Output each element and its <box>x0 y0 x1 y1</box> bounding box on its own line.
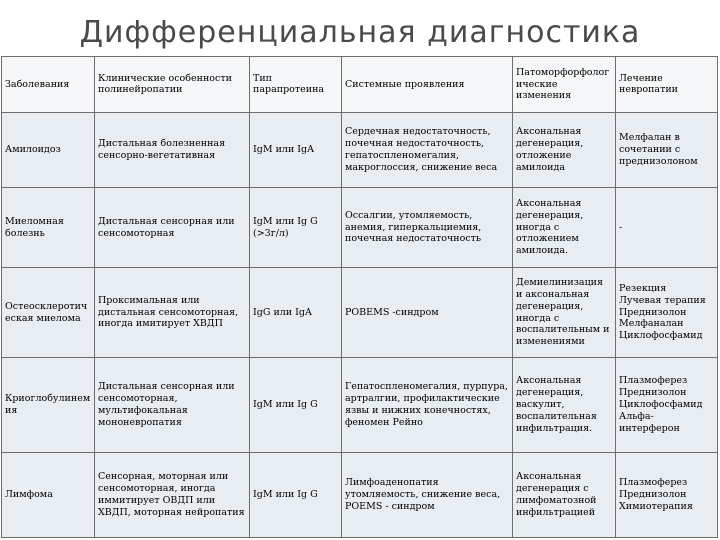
cell-treatment: Плазмоферез Преднизолон Циклофосфамид Альфа-интерферон <box>616 357 718 452</box>
header-cell-clinical: Клинические особенности полинейропатии <box>95 57 250 113</box>
table-header-row <box>2 57 718 113</box>
table-row <box>2 268 718 357</box>
cell-clinical: Дистальная сенсорная или сенсомоторная, мультифокальная мононевропатия <box>95 357 250 452</box>
cell-clinical: Дистальная болезненная сенсорно-вегетативная <box>95 112 250 187</box>
differential-diagnosis-table <box>1 56 718 538</box>
cell-pathomorphology: Аксональная дегенерация, иногда с отложением амилоида. <box>513 187 616 268</box>
cell-paraprotein: IgM или Ig G <box>250 452 342 537</box>
cell-paraprotein: IgM или Ig G (>3г/л) <box>250 187 342 268</box>
header-cell-systemic: Системные проявления <box>342 57 513 113</box>
cell-treatment: Резекция Лучевая терапия Преднизолон Мелфаналан Циклофосфамид <box>616 268 718 357</box>
header-cell-paraprotein: Тип парапротеина <box>250 57 342 113</box>
table-row <box>2 357 718 452</box>
cell-treatment: Плазмоферез Преднизолон Химиотерапия <box>616 452 718 537</box>
table-row <box>2 187 718 268</box>
cell-disease: Амилоидоз <box>2 112 95 187</box>
header-cell-pathomorphology: Патоморфорфологические изменения <box>513 57 616 113</box>
cell-treatment: Мелфалан в сочетании с преднизолоном <box>616 112 718 187</box>
cell-disease: Криоглобулинемия <box>2 357 95 452</box>
header-cell-disease: Заболевания <box>2 57 95 113</box>
cell-clinical: Проксимальная или дистальная сенсомоторная, иногда имитирует ХВДП <box>95 268 250 357</box>
cell-systemic: Гепатоспленомегалия, пурпура, артралгии, профилактические язвы и нижних конечностях, феномен Рейно <box>342 357 513 452</box>
page-title: Дифференциальная диагностика <box>79 15 641 50</box>
header-cell-treatment: Лечение невропатии <box>616 57 718 113</box>
cell-paraprotein: IgM или IgA <box>250 112 342 187</box>
table-row <box>2 112 718 187</box>
table-row <box>2 452 718 537</box>
cell-systemic: Сердечная недостаточность, почечная недостаточность, гепатоспленомегалия, макроглоссия, снижение веса <box>342 112 513 187</box>
cell-pathomorphology: Демиелинизация и аксональная дегенерация, иногда с воспалительным и изменениями <box>513 268 616 357</box>
cell-clinical: Сенсорная, моторная или сенсомоторная, иногда иммитирует ОВДП или ХВДП, моторная нейропатия <box>95 452 250 537</box>
cell-systemic: Оссалгии, утомляемость, анемия, гиперкальциемия, почечная недостаточность <box>342 187 513 268</box>
cell-disease: Остеосклеротическая миелома <box>2 268 95 357</box>
cell-pathomorphology: Аксональная дегенерация, васкулит, воспалительная инфильтрация. <box>513 357 616 452</box>
cell-systemic: Лимфоаденопатия утомляемость, снижение веса, POEMS - синдром <box>342 452 513 537</box>
cell-treatment: - <box>616 187 718 268</box>
cell-disease: Миеломная болезнь <box>2 187 95 268</box>
cell-pathomorphology: Аксональная дегенерация с лимфоматозной инфильтрацией <box>513 452 616 537</box>
cell-clinical: Дистальная сенсорная или сенсомоторная <box>95 187 250 268</box>
cell-disease: Лимфома <box>2 452 95 537</box>
cell-paraprotein: IgM или Ig G <box>250 357 342 452</box>
cell-systemic: POBEMS -синдром <box>342 268 513 357</box>
cell-paraprotein: IgG или IgA <box>250 268 342 357</box>
diagnosis-table-container <box>1 56 717 538</box>
cell-pathomorphology: Аксональная дегенерация, отложение амилоида <box>513 112 616 187</box>
